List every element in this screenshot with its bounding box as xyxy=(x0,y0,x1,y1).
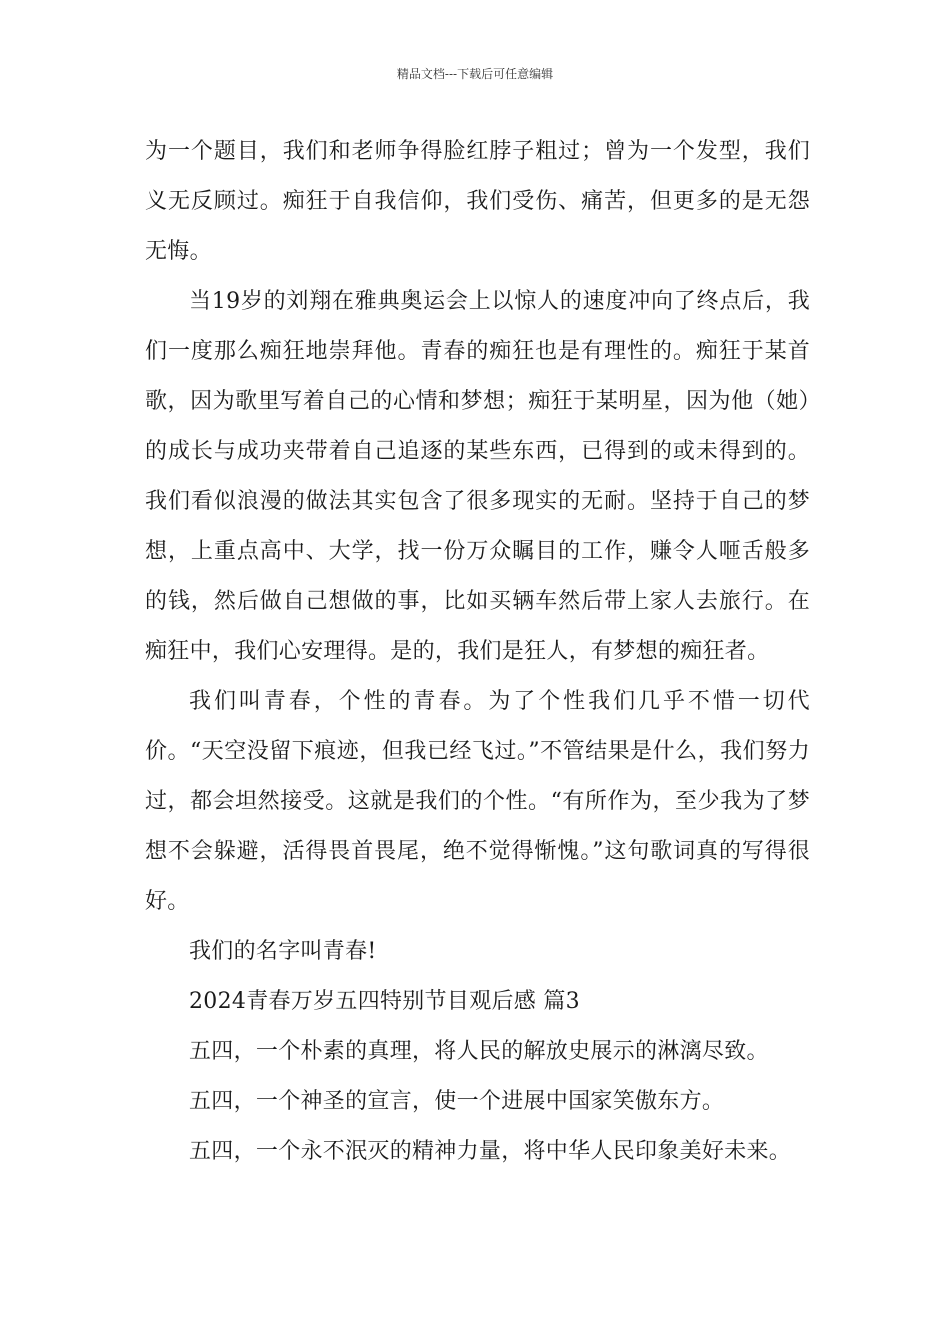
page-header: 精品文档---下载后可任意编辑 xyxy=(396,67,554,81)
paragraph-may-fourth-spirit: 五四，一个永不泯灭的精神力量，将中华人民印象美好未来。 xyxy=(189,1139,792,1164)
document-body xyxy=(145,127,810,1177)
paragraph-name-youth: 我们的名字叫青春! xyxy=(189,939,377,964)
paragraph-liu-xiang: 当19岁的刘翔在雅典奥运会上以惊人的速度冲向了终点后，我们一度那么痴狂地崇拜他。青春的痴狂也是有理性的。痴狂于某首歌，因为歌里写着自己的心情和梦想；痴狂于某明星，因为他（她）的成长与成功夹带着自己追逐的某些东西，已得到的或未得到的。我们看似浪漫的做法其实包含了很多现实的无耐。坚持于自己的梦想，上重点高中、大学，找一份万众瞩目的工作，赚令人咂舌般多的钱，然后做自己想做的事，比如买辆车然后带上家人去旅行。在痴狂中，我们心安理得。是的，我们是狂人，有梦想的痴狂者。 xyxy=(145,289,810,664)
section-heading: 2024青春万岁五四特别节目观后感 篇3 xyxy=(189,989,580,1014)
paragraph-personality: 我们叫青春，个性的青春。为了个性我们几乎不惜一切代价。“天空没留下痕迹，但我已经飞过。”不管结果是什么，我们努力过，都会坦然接受。这就是我们的个性。“有所作为，至少我为了梦想不会躲避，活得畏首畏尾，绝不觉得惭愧。”这句歌词真的写得很好。 xyxy=(145,689,810,914)
paragraph-may-fourth-truth: 五四，一个朴素的真理，将人民的解放史展示的淋漓尽致。 xyxy=(189,1039,769,1064)
paragraph-may-fourth-declaration: 五四，一个神圣的宣言，使一个进展中国家笑傲东方。 xyxy=(189,1089,725,1114)
paragraph-continuation: 为一个题目，我们和老师争得脸红脖子粗过；曾为一个发型，我们义无反顾过。痴狂于自我信仰，我们受伤、痛苦，但更多的是无怨无悔。 xyxy=(145,139,810,264)
